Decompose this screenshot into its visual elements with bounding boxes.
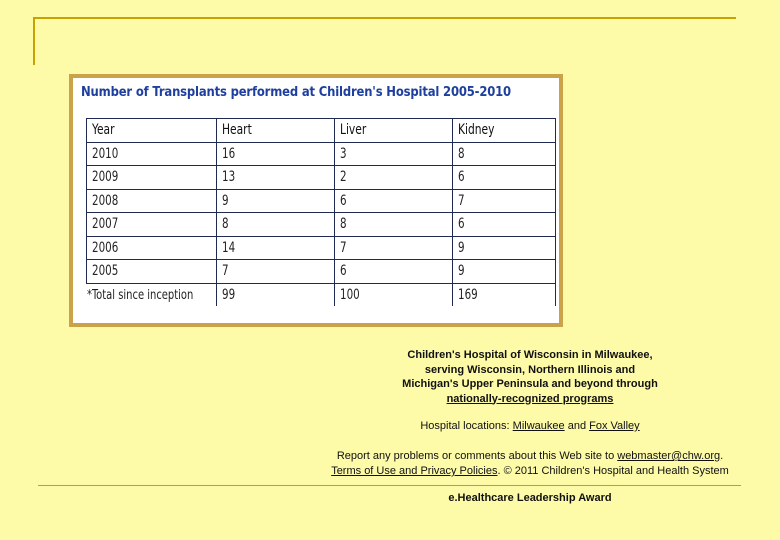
- programs-link[interactable]: nationally-recognized programs: [446, 392, 614, 405]
- cell-liver: 100: [335, 283, 453, 306]
- header-kidney: Kidney: [453, 119, 556, 143]
- hospital-locations: [300, 420, 760, 432]
- cell-year: 2006: [87, 236, 217, 260]
- cell-heart: 99: [217, 283, 335, 306]
- top-rule: [33, 17, 736, 19]
- table-row: [87, 213, 556, 237]
- transplants-table: [86, 118, 556, 306]
- cell-heart: 7: [217, 260, 335, 284]
- cell-kidney: 9: [453, 236, 556, 260]
- figure-title: Number of Transplants performed at Children's Hospital 2005-2010: [81, 84, 511, 100]
- cell-heart: 8: [217, 213, 335, 237]
- cell-heart: 16: [217, 142, 335, 166]
- locations-and: and: [567, 420, 587, 432]
- table-row: [87, 189, 556, 213]
- cell-heart: 14: [217, 236, 335, 260]
- cell-liver: 7: [335, 236, 453, 260]
- header-heart: Heart: [217, 119, 335, 143]
- fox-valley-link[interactable]: Fox Valley: [589, 420, 640, 432]
- organization-statement: [300, 348, 760, 406]
- transplants-figure: [69, 74, 563, 327]
- table-row: [87, 236, 556, 260]
- cell-heart: 9: [217, 189, 335, 213]
- cell-kidney: 9: [453, 260, 556, 284]
- cell-total-label: *Total since inception: [87, 283, 217, 306]
- milwaukee-link[interactable]: Milwaukee: [512, 420, 565, 432]
- locations-label: Hospital locations:: [420, 420, 510, 432]
- terms-link[interactable]: Terms of Use and Privacy Policies: [331, 465, 498, 477]
- table-row: [87, 166, 556, 190]
- award-text: e.Healthcare Leadership Award: [448, 492, 612, 504]
- figure-panel: [73, 78, 559, 323]
- cell-liver: 6: [335, 189, 453, 213]
- left-rule: [33, 17, 35, 65]
- table-row: [87, 142, 556, 166]
- cell-year: 2008: [87, 189, 217, 213]
- table-total-row: [87, 283, 556, 306]
- cell-year: 2005: [87, 260, 217, 284]
- cell-liver: 3: [335, 142, 453, 166]
- cell-kidney: 6: [453, 213, 556, 237]
- table-header-row: [87, 119, 556, 143]
- header-year: Year: [87, 119, 217, 143]
- cell-liver: 8: [335, 213, 453, 237]
- org-line: Michigan's Upper Peninsula and beyond through: [402, 378, 658, 390]
- report-text: Report any problems or comments about this Web site to: [336, 450, 615, 462]
- header-liver: Liver: [335, 119, 453, 143]
- cell-liver: 6: [335, 260, 453, 284]
- cell-year: 2007: [87, 213, 217, 237]
- cell-kidney: 6: [453, 166, 556, 190]
- cell-kidney: 169: [453, 283, 556, 306]
- cell-liver: 2: [335, 166, 453, 190]
- org-line: Children's Hospital of Wisconsin in Milwaukee,: [407, 349, 653, 361]
- cell-kidney: 7: [453, 189, 556, 213]
- table-row: [87, 260, 556, 284]
- cell-year: 2010: [87, 142, 217, 166]
- bottom-rule: [38, 485, 741, 486]
- report-notice: Report any problems or comments about this Web site to webmaster@chw.org. Terms of Use and Privacy Policies. © 2011 Children's Hospital and Health System: [331, 450, 729, 477]
- webmaster-email-link[interactable]: webmaster@chw.org: [617, 450, 721, 462]
- copyright-text: . © 2011 Children's Hospital and Health System: [497, 465, 729, 477]
- org-line: serving Wisconsin, Northern Illinois and: [424, 363, 636, 376]
- cell-year: 2009: [87, 166, 217, 190]
- cell-kidney: 8: [453, 142, 556, 166]
- cell-heart: 13: [217, 166, 335, 190]
